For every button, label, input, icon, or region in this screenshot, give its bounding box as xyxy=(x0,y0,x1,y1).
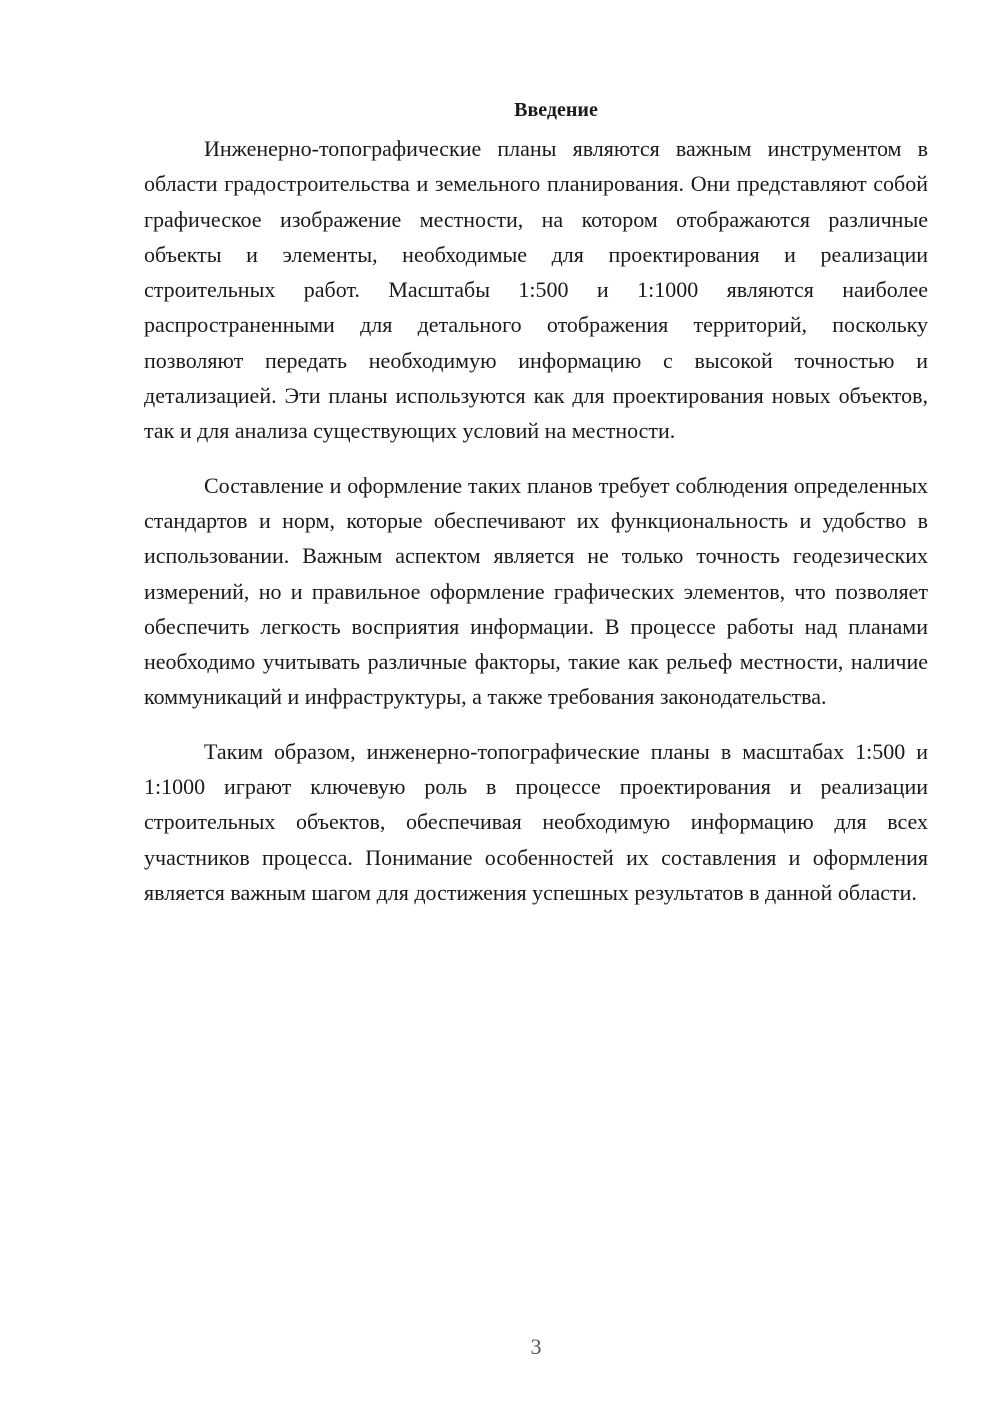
paragraph-3: Таким образом, инженерно-топографические планы в масштабах 1:500 и 1:1000 играют ключевую роль в процессе проектирования и реализации строительных объектов, обеспечивая необходимую информацию для всех участников процесса. Понимание особенностей их составления и оформления является важным шагом для достижения успешных результатов в данной области. xyxy=(144,738,928,905)
page-number: 3 xyxy=(530,1334,542,1359)
paragraph-2: Составление и оформление таких планов требует соблюдения определенных стандартов и норм, которые обеспечивают их функциональность и удобство в использовании. Важным аспектом является не только точность геодезических измерений, но и правильное оформление графических элементов, что позволяет обеспечить легкость восприятия информации. В процессе работы над планами необходимо учитывать различные факторы, такие как рельеф местности, наличие коммуникаций и инфраструктуры, а также требования законодательства. xyxy=(144,472,928,710)
page-content xyxy=(144,95,928,929)
paragraph-1: Инженерно-топографические планы являются важным инструментом в области градостроительства и земельного планирования. Они представляют собой графическое изображение местности, на котором отображаются различные объекты и элементы, необходимые для проектирования и реализации строительных работ. Масштабы 1:500 и 1:1000 являются наиболее распространенными для детального отображения территорий, поскольку позволяют передать необходимую информацию с высокой точностью и детализацией. Эти планы используются как для проектирования новых объектов, так и для анализа существующих условий на местности. xyxy=(144,136,928,444)
section-title: Введение xyxy=(514,99,598,121)
